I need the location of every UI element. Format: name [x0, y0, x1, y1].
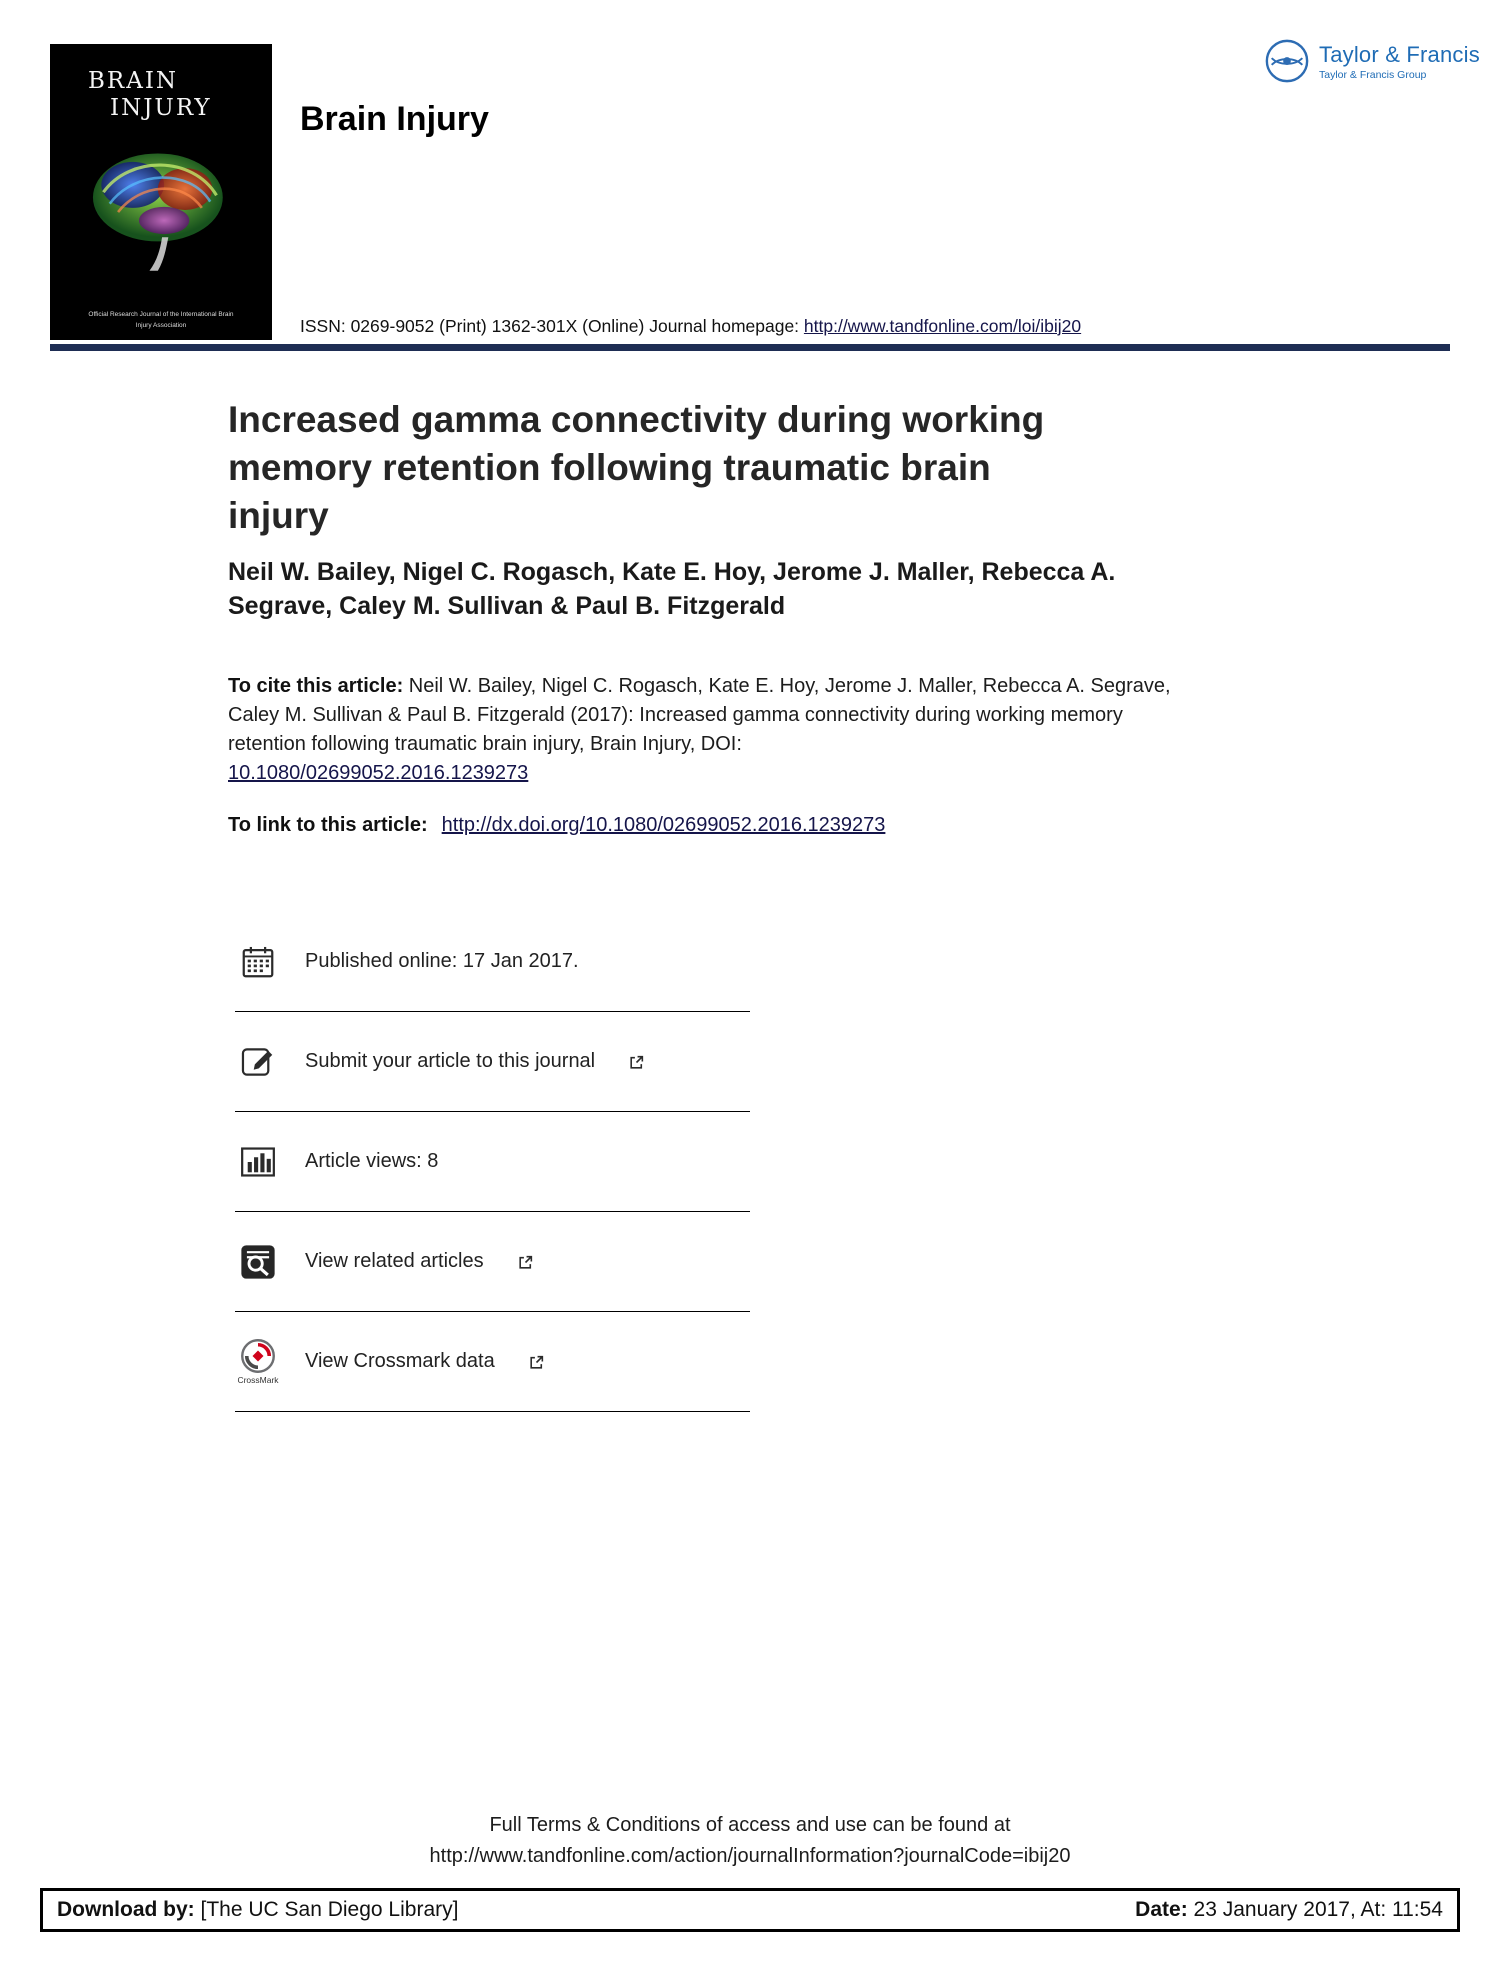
- publisher-group: Taylor & Francis Group: [1319, 68, 1427, 81]
- terms-url[interactable]: http://www.tandfonline.com/action/journalInformation?journalCode=ibij20: [429, 1845, 1071, 1867]
- cover-caption: Official Research Journal of the International Brain Injury Association: [88, 311, 234, 329]
- terms-line1: Full Terms & Conditions of access and use can be found at: [489, 1814, 1011, 1836]
- date-label: Date:: [1135, 1898, 1188, 1921]
- cite-text: Neil W. Bailey, Nigel C. Rogasch, Kate E. Hoy, Jerome J. Maller, Rebecca A. Segrave, Caley M. Sullivan & Paul B. Fitzgerald (2017): Increased gamma connectivity during working memory retention following traumatic brain injury, Brain Injury, DOI:: [228, 675, 1171, 755]
- actions-list: [235, 912, 750, 1412]
- cite-label: To cite this article:: [228, 675, 404, 697]
- publisher-name: Taylor & Francis: [1319, 41, 1480, 67]
- cover-title-line1: BRAIN: [88, 68, 179, 94]
- submit-article-label: Submit your article to this journal: [305, 1050, 596, 1072]
- link-line: [228, 814, 885, 837]
- article-doi-link[interactable]: http://dx.doi.org/10.1080/02699052.2016.1239273: [441, 814, 886, 836]
- link-label: To link to this article:: [228, 814, 428, 836]
- external-link-icon: [528, 1354, 545, 1376]
- related-articles-label: View related articles: [305, 1250, 484, 1272]
- header-rule: [50, 344, 1450, 351]
- download-by: [57, 1898, 458, 1922]
- crossmark-icon: [235, 1338, 281, 1385]
- article-authors: Neil W. Bailey, Nigel C. Rogasch, Kate E. Hoy, Jerome J. Maller, Rebecca A. Segrave, Caley M. Sullivan & Paul B. Fitzgerald: [228, 558, 1116, 620]
- crossmark-label: View Crossmark data: [305, 1350, 495, 1372]
- taylor-francis-globe-icon: [1264, 38, 1310, 84]
- crossmark-caption: CrossMark: [237, 1375, 279, 1385]
- journal-cover: [50, 44, 272, 340]
- action-row-related-articles[interactable]: [235, 1212, 750, 1312]
- calendar-icon: [235, 943, 281, 981]
- publisher-logo: [1264, 38, 1480, 84]
- journal-name: Brain Injury: [300, 100, 489, 138]
- issn-text: ISSN: 0269-9052 (Print) 1362-301X (Online) Journal homepage:: [300, 316, 804, 336]
- published-online-label: Published online: 17 Jan 2017.: [305, 950, 579, 972]
- issn-line: [300, 316, 1081, 337]
- download-by-value: [The UC San Diego Library]: [194, 1898, 459, 1921]
- article-views-label: Article views: 8: [305, 1150, 439, 1172]
- download-bar: [40, 1888, 1460, 1932]
- cite-doi-link[interactable]: 10.1080/02699052.2016.1239273: [228, 762, 529, 784]
- related-articles-icon: [235, 1243, 281, 1281]
- article-title: Increased gamma connectivity during working memory retention following traumatic brain injury: [228, 399, 1045, 537]
- submit-article-icon: [235, 1043, 281, 1081]
- action-row-article-views: [235, 1112, 750, 1212]
- action-row-submit-article[interactable]: [235, 1012, 750, 1112]
- action-row-crossmark[interactable]: [235, 1312, 750, 1412]
- terms-block: [0, 1810, 1500, 1872]
- download-date: [1135, 1898, 1443, 1922]
- action-row-published-online: [235, 912, 750, 1012]
- cite-paragraph: [228, 672, 1178, 788]
- bar-chart-icon: [235, 1143, 281, 1181]
- external-link-icon: [517, 1254, 534, 1276]
- date-value: 23 January 2017, At: 11:54: [1187, 1898, 1443, 1921]
- external-link-icon: [628, 1054, 645, 1076]
- brain-image: [72, 136, 250, 284]
- cover-title-line2: INJURY: [110, 95, 212, 121]
- download-by-label: Download by:: [57, 1898, 195, 1921]
- journal-homepage-link[interactable]: http://www.tandfonline.com/loi/ibij20: [803, 316, 1082, 336]
